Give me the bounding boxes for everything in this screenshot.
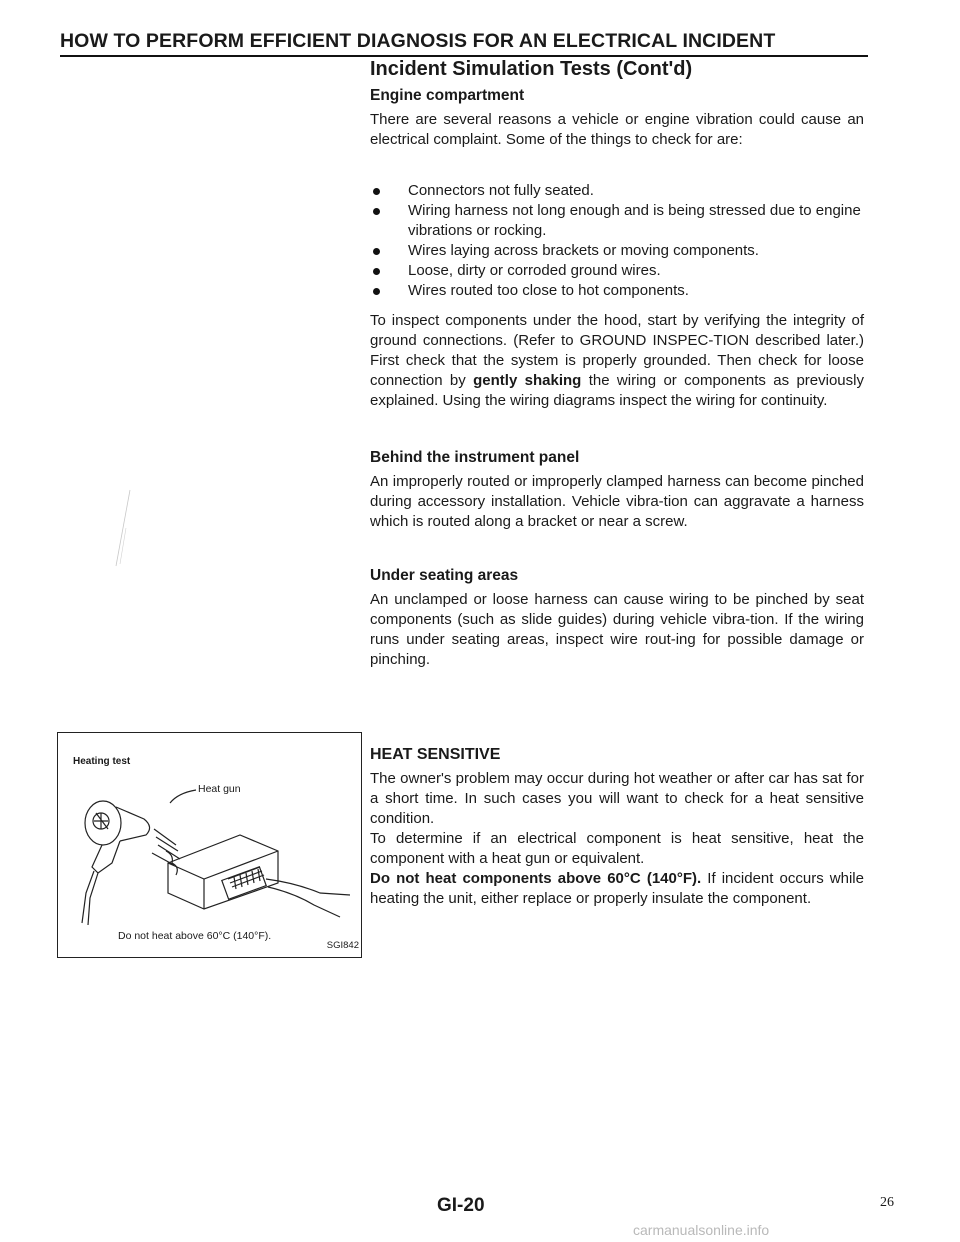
engine-compartment-block [370, 87, 864, 150]
heat-gun-illustration [58, 733, 360, 929]
bullet-item: Wires laying across brackets or moving components. [370, 241, 864, 261]
page-number: GI-20 [437, 1195, 485, 1216]
bullet-item: Loose, dirty or corroded ground wires. [370, 261, 864, 281]
heating-test-figure [57, 732, 362, 958]
inspect-text-2: the wiring or components as previously explained. Using the wiring diagrams inspect the wiring for continuity. [370, 372, 864, 409]
engine-inspect-paragraph [370, 311, 864, 411]
inspect-text-bold: gently shaking [473, 372, 582, 389]
section-title: Incident Simulation Tests (Cont'd) [370, 58, 693, 80]
section-block [370, 58, 864, 81]
seating-text: An unclamped or loose harness can cause wiring to be pinched by seat components (such as slide guides) during vehicle vibra-tion. If the wiring runs under seating areas, inspect wire rout-ing for possible damage or pinching. [370, 591, 864, 668]
inspect-text-1: To inspect components under the hood, start by verifying the integrity of ground connections. (Refer to GROUND INSPEC-TION described later.) First check that the system is properly grounded. Then check for loose connection by [370, 312, 864, 389]
engine-bullets-block [370, 181, 864, 301]
instrument-heading: Behind the instrument panel [370, 449, 580, 466]
heat-warning-rest: If incident occurs while heating the unit, either replace or properly insulate the component. [370, 870, 864, 907]
heat-warning-bold: Do not heat components above 60°C (140°F). [370, 870, 702, 887]
seating-block [370, 567, 864, 670]
figure-code: SGI842 [326, 940, 359, 951]
heat-gun-label: Heat gun [198, 783, 241, 795]
heat-para-3 [370, 869, 864, 909]
watermark: carmanualsonline.info [633, 1222, 770, 1238]
heat-para-1: The owner's problem may occur during hot weather or after car has sat for a short time. In such cases you will want to check for a heat sensitive condition. [370, 770, 864, 827]
bullet-item: Wiring harness not long enough and is being stressed due to engine vibrations or rocking. [370, 201, 864, 241]
engine-heading: Engine compartment [370, 87, 525, 104]
page-header: HOW TO PERFORM EFFICIENT DIAGNOSIS FOR AN ELECTRICAL INCIDENT [60, 30, 868, 57]
bullet-item: Wires routed too close to hot components. [370, 281, 864, 301]
figure-caption: Do not heat above 60°C (140°F). [118, 930, 272, 942]
heat-heading: HEAT SENSITIVE [370, 746, 501, 763]
bullet-item: Connectors not fully seated. [370, 181, 864, 201]
heat-sensitive-block [370, 746, 864, 909]
engine-intro: There are several reasons a vehicle or engine vibration could cause an electrical complaint. Some of the things to check for are: [370, 111, 864, 148]
seating-heading: Under seating areas [370, 567, 519, 584]
page-index: 26 [880, 1195, 894, 1210]
heat-para-2: To determine if an electrical component is heat sensitive, heat the component with a heat gun or equivalent. [370, 830, 864, 867]
instrument-text: An improperly routed or improperly clamped harness can become pinched during accessory installation. Vehicle vibra-tion can aggravate a harness which is routed along a bracket or near a screw. [370, 473, 864, 530]
engine-bullet-list [370, 181, 864, 301]
engine-inspect-block [370, 311, 864, 411]
scan-scratch-marks [114, 488, 134, 568]
figure-title: Heating test [73, 756, 131, 767]
instrument-panel-block [370, 449, 864, 532]
